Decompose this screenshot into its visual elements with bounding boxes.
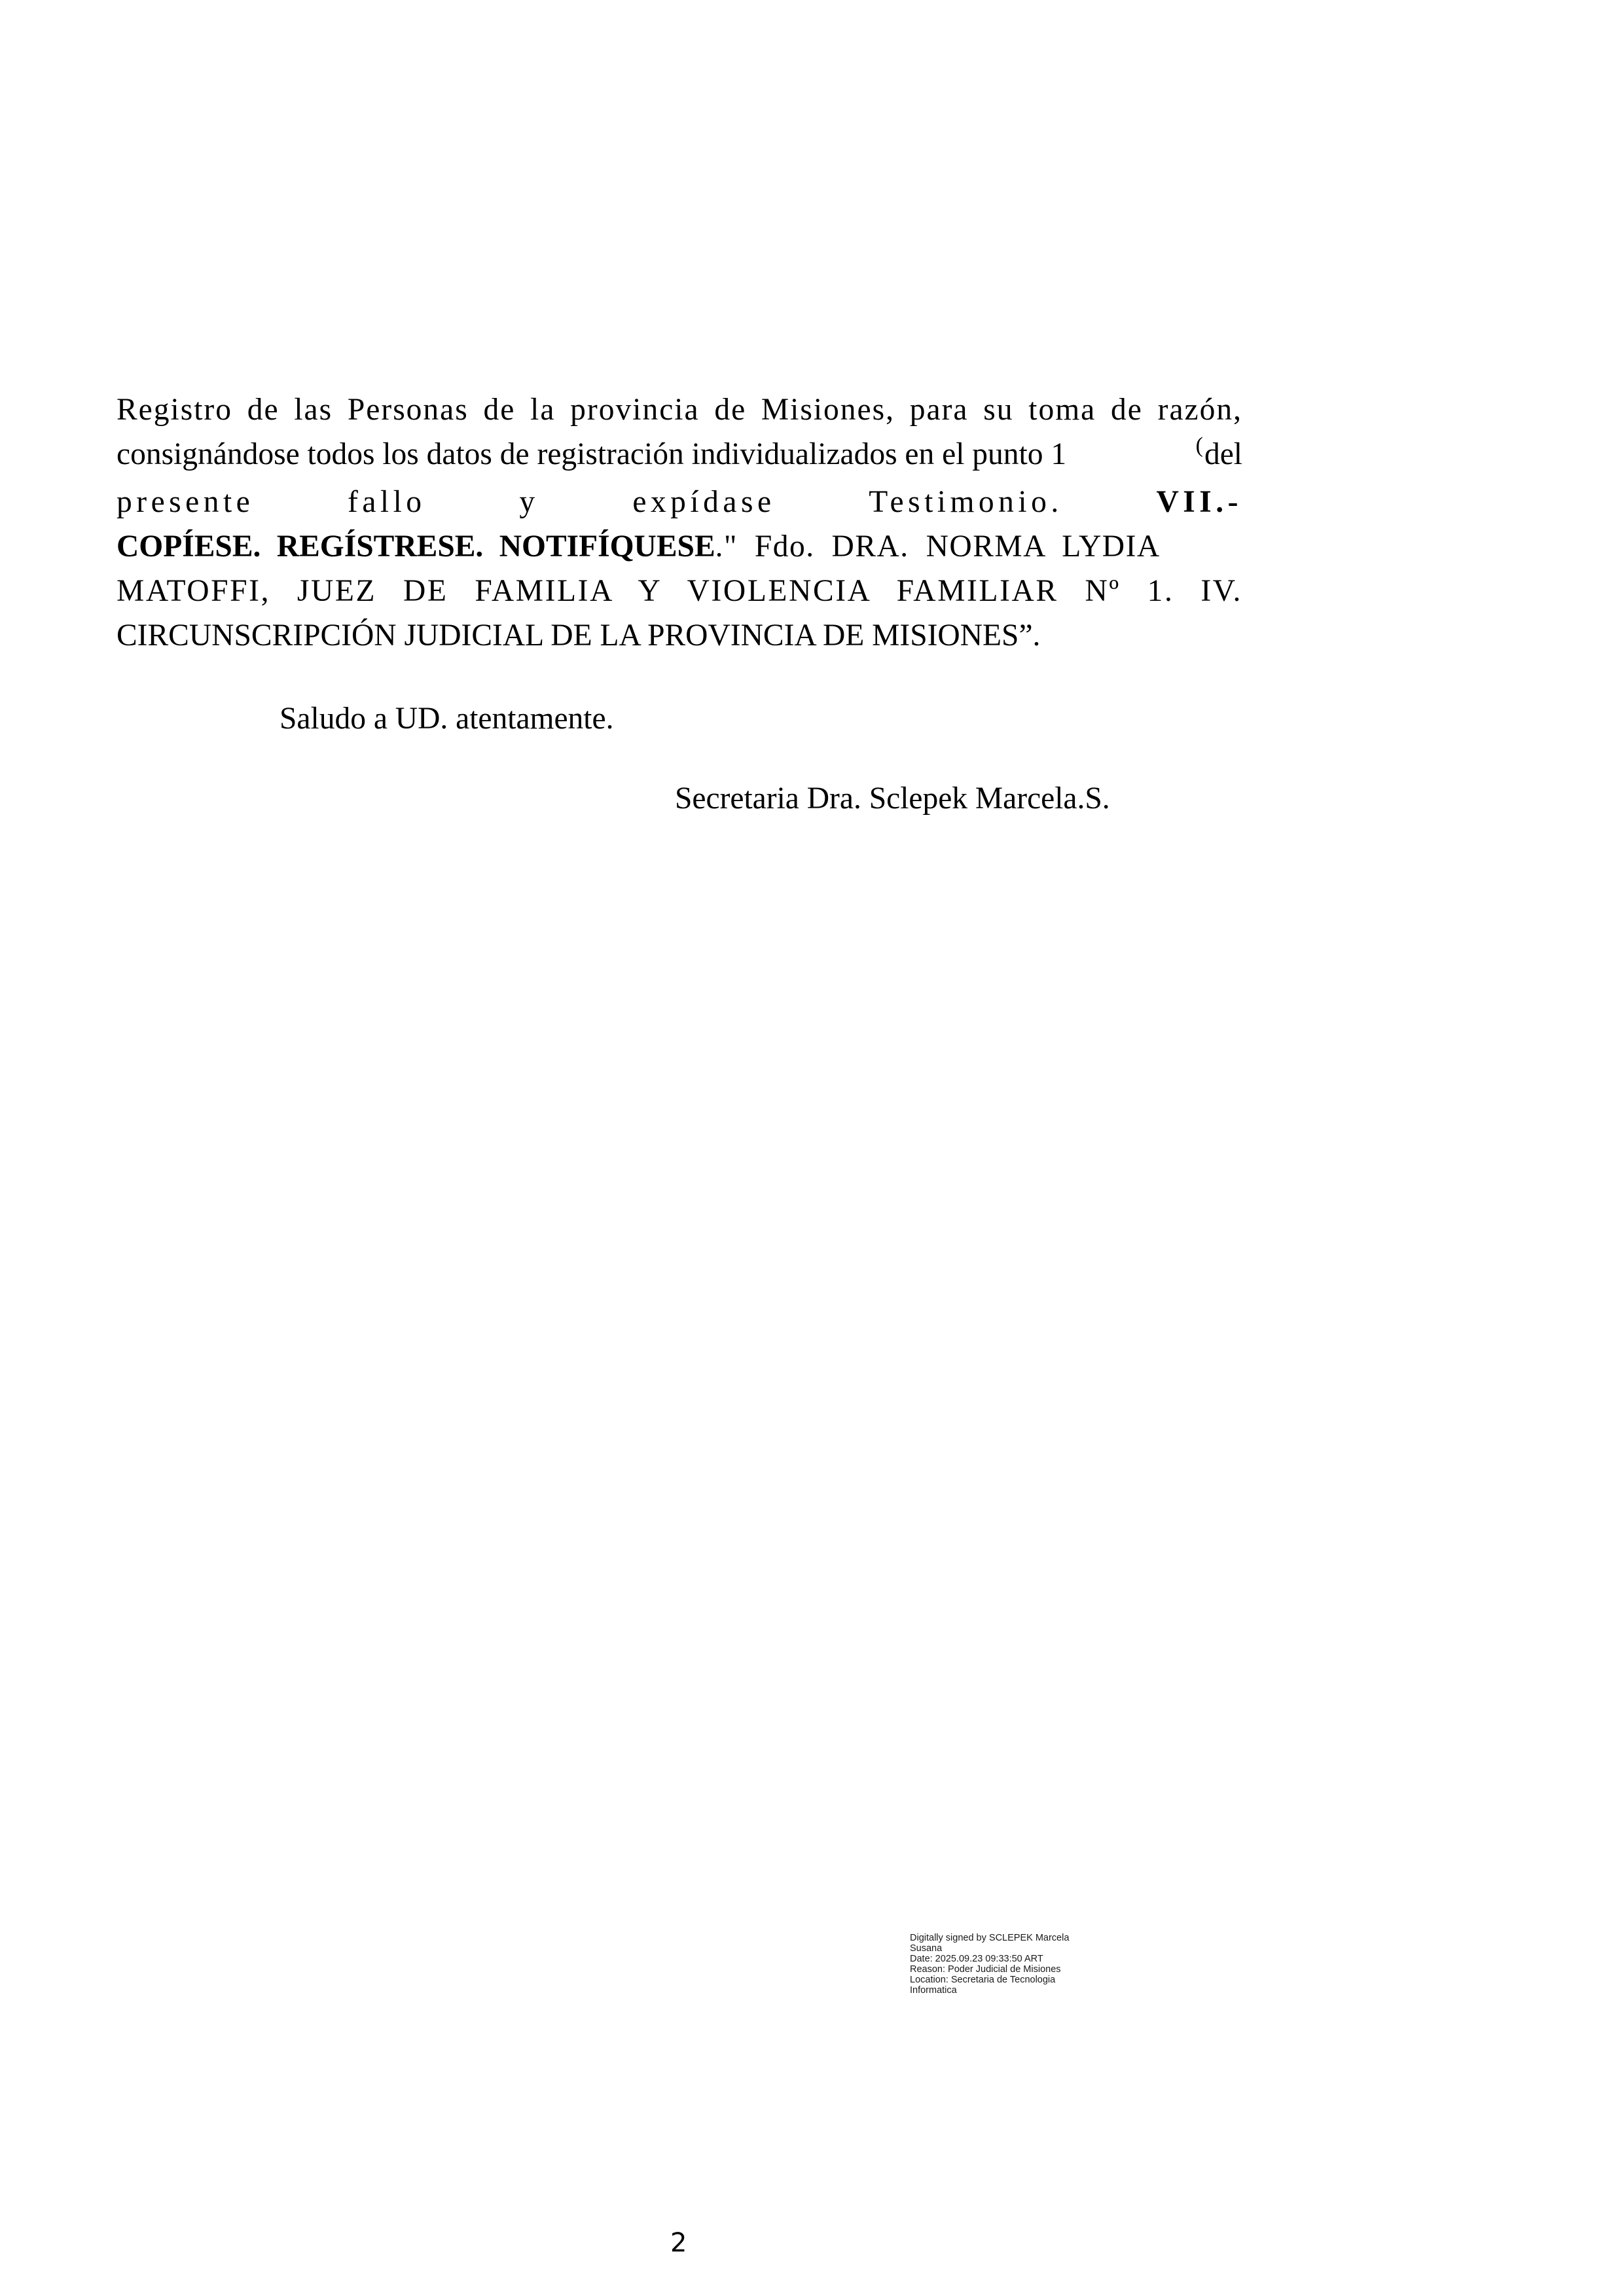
paragraph-line-1: Registro de las Personas de la provincia de Misiones, para su toma de razón, (117, 393, 1242, 427)
salutation: Saludo a UD. atentamente. (280, 702, 614, 736)
paragraph-line-5: MATOFFI, JUEZ DE FAMILIA Y VIOLENCIA FAMILIAR Nº 1. IV. (117, 574, 1242, 608)
paragraph-line-2-text: consignándose todos los datos de registración individualizados en el punto 1 (117, 437, 1067, 471)
word-fallo: fallo (348, 485, 426, 519)
paragraph-line-2 (117, 432, 1242, 480)
resolution-paragraph (117, 387, 1242, 658)
paragraph-line-6: CIRCUNSCRIPCIÓN JUDICIAL DE LA PROVINCIA DE MISIONES”. (117, 619, 1041, 653)
digital-signature-line: Digitally signed by SCLEPEK Marcela (910, 1933, 1070, 1943)
paragraph-line-4-content (117, 524, 1161, 569)
signature-name: Secretaria Dra. Sclepek Marcela.S. (675, 781, 1110, 816)
word-expidase: expídase (632, 485, 776, 519)
paragraph-line-4-rest: ." Fdo. DRA. NORMA LYDIA (715, 529, 1161, 564)
word-y: y (519, 485, 539, 519)
digital-signature-line: Susana (910, 1943, 943, 1954)
paragraph-line-4 (117, 524, 1242, 569)
section-number: VII.- (1156, 485, 1242, 519)
digital-signature-line: Date: 2025.09.23 09:33:50 ART (910, 1954, 1043, 1964)
digital-signature-line: Informatica (910, 1985, 957, 1996)
word-testimonio: Testimonio. (869, 485, 1063, 519)
digital-signature-stamp (910, 1933, 1126, 1996)
paragraph-line-3 (117, 480, 1242, 524)
digital-signature-line: Location: Secretaria de Tecnologia (910, 1975, 1056, 1985)
page-number: 2 (670, 2228, 687, 2258)
digital-signature-line: Reason: Poder Judicial de Misiones (910, 1964, 1061, 1975)
order-copiese: COPÍESE. REGÍSTRESE. NOTIFÍQUESE (117, 529, 715, 564)
paragraph-line-2-tail (1196, 432, 1242, 480)
word-presente: presente (117, 485, 255, 519)
footnote-mark: ( (1195, 433, 1203, 457)
paragraph-line-2-end: del (1204, 437, 1242, 471)
